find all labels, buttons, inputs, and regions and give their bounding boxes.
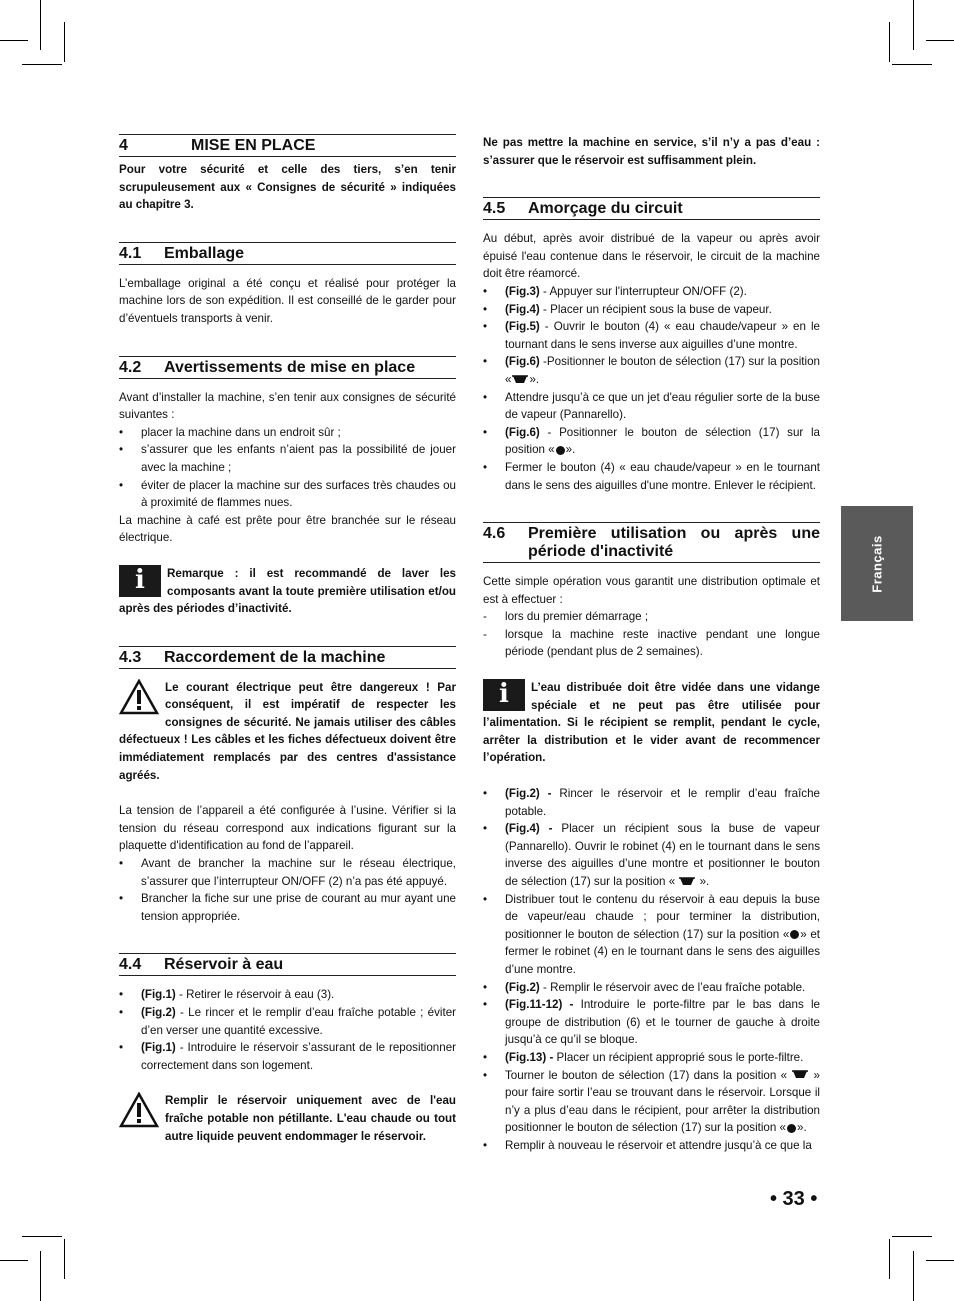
crop-mark bbox=[892, 64, 932, 65]
first-use-intro: Cette simple opération vous garantit une distribution optimale et est à effectuer : bbox=[483, 575, 820, 606]
warning-icon bbox=[119, 1092, 159, 1128]
list-item: • s’assurer que les enfants n’aient pas la possibilité de jouer avec la machine ; bbox=[119, 443, 456, 474]
crop-mark bbox=[22, 1236, 62, 1237]
section-number: 4.3 bbox=[119, 648, 142, 666]
section-title: Première utilisation ou après une période d'inactivité bbox=[528, 525, 820, 561]
crop-mark bbox=[913, 1251, 914, 1301]
list-item: • Avant de brancher la machine sur le réseau électrique, s’assurer que l’interrupteur ON/OFF (2) n’a pas été appuyé. bbox=[119, 857, 456, 888]
left-column bbox=[119, 134, 456, 1145]
list-item: • éviter de placer la machine sur des surfaces très chaudes ou à proximité de flammes nues. bbox=[119, 478, 456, 510]
section-title: Réservoir à eau bbox=[164, 956, 284, 974]
list-item: • Fermer le bouton (4) « eau chaude/vapeur » en le tournant dans le sens des aiguilles d'une montre. Enlever le récipient. bbox=[483, 460, 820, 492]
section-heading-4-6 bbox=[483, 522, 820, 563]
right-column bbox=[483, 134, 820, 1155]
crop-mark bbox=[926, 40, 954, 41]
section-number: 4.6 bbox=[483, 525, 506, 543]
crop-mark bbox=[40, 1251, 41, 1301]
list-item: • (Fig.3) - Appuyer sur l'interrupteur ON/OFF (2). bbox=[483, 284, 747, 298]
section-title: Avertissements de mise en place bbox=[164, 358, 416, 376]
list-item: • (Fig.6) - Positionner le bouton de sélection (17) sur la position « ». bbox=[483, 425, 820, 457]
list-item: • (Fig.6) -Positionner le bouton de sélection (17) sur la position « ». bbox=[483, 355, 820, 386]
info-note: i L’eau distribuée doit être vidée dans une vidange spéciale et ne peut pas être utilisée pour l’alimentation. Si le récipient se remplit, pendant le cycle, arrêter la distribution et le vider avant de recommencer l’opération. bbox=[483, 679, 820, 765]
section-number: 4.2 bbox=[119, 358, 142, 376]
voltage-text: La tension de l’appareil a été configurée à l’usine. Vérifier si la tension du réseau correspond aux indications figurant sur la plaquette d'identification au fond de l’appareil. bbox=[119, 804, 456, 853]
list-item: • (Fig.2) - Le rincer et le remplir d’eau fraîche potable ; éviter d’en verser une quantité excessive. bbox=[119, 1006, 456, 1037]
connection-list bbox=[119, 855, 456, 925]
dot-position-icon bbox=[787, 1124, 796, 1133]
list-item: • (Fig.2) - Rincer le réservoir et le remplir d’eau fraîche potable. bbox=[483, 787, 821, 818]
crop-mark bbox=[64, 1239, 65, 1279]
page-number: • 33 • bbox=[770, 1188, 818, 1210]
info-note: i Remarque : il est recommandé de laver les composants avant la toute première utilisation et/ou après des périodes d’inactivité. bbox=[119, 565, 456, 616]
install-outro: La machine à café est prête pour être branchée sur le réseau électrique. bbox=[119, 513, 456, 545]
first-use-list bbox=[483, 785, 820, 1154]
crop-mark bbox=[889, 1239, 890, 1279]
list-item: • Attendre jusqu’à ce que un jet d'eau régulier sorte de la buse de vapeur (Pannarello). bbox=[483, 390, 820, 422]
crop-mark bbox=[40, 0, 41, 50]
section-number: 4.4 bbox=[119, 956, 142, 974]
info-icon: i bbox=[119, 565, 161, 597]
crop-mark bbox=[64, 22, 65, 62]
safety-intro: Pour votre sécurité et celle des tiers, s’en tenir scrupuleusement aux « Consignes de sécurité » indiquées au chapitre 3. bbox=[119, 163, 456, 212]
section-number: 4.5 bbox=[483, 200, 506, 218]
list-item: • Tourner le bouton de sélection (17) dans la position « » pour faire sortir l’eau se trouvant dans le réservoir. Lorsque il n’y a plus d’eau dans le récipient, pour arrêter la distribution positionner le bouton de sélection (17) sur la position « ». bbox=[483, 1068, 820, 1135]
crop-mark bbox=[892, 1236, 932, 1237]
section-number: 4.1 bbox=[119, 244, 142, 262]
steam-cup-icon bbox=[791, 1070, 809, 1080]
warning-note: Remplir le réservoir uniquement avec de l'eau fraîche potable non pétillante. L'eau chaude ou tout autre liquide peuvent endommager le réservoir. bbox=[119, 1092, 456, 1145]
list-item: • placer la machine dans un endroit sûr ; bbox=[119, 425, 341, 439]
section-heading-4-2 bbox=[119, 356, 456, 379]
crop-mark bbox=[22, 64, 62, 65]
crop-mark bbox=[0, 1260, 28, 1261]
section-heading-4-3 bbox=[119, 646, 456, 669]
list-item: • (Fig.5) - Ouvrir le bouton (4) « eau chaude/vapeur » en le tournant dans le sens inverse aux aiguilles d’une montre. bbox=[483, 320, 820, 351]
crop-mark bbox=[889, 22, 890, 62]
section-title: Amorçage du circuit bbox=[528, 200, 683, 218]
list-item: • Brancher la fiche sur une prise de courant au mur ayant une tension appropriée. bbox=[119, 892, 456, 923]
section-title: Emballage bbox=[164, 244, 245, 262]
list-item: • (Fig.13) - Placer un récipient approprié sous le porte-filtre. bbox=[483, 1050, 804, 1064]
warning-note: Le courant électrique peut être dangereux ! Par conséquent, il est impératif de respecter les consignes de sécurité. Ne jamais utiliser des câbles défectueux ! Les câbles et les fiches défectueux doivent être immédiatement remplacés par des centres d'assistance agréés. bbox=[119, 680, 456, 782]
steam-cup-icon bbox=[678, 877, 696, 887]
section-heading-4-4 bbox=[119, 953, 456, 976]
crop-mark bbox=[913, 0, 914, 50]
water-warning: Ne pas mettre la machine en service, s’il n’y a pas d’eau : s’assurer que le réservoir est suffisamment plein. bbox=[483, 136, 820, 167]
dot-position-icon bbox=[790, 930, 799, 939]
list-item: • (Fig.4) - Placer un récipient sous la buse de vapeur (Pannarello). Ouvrir le robinet (4) en le tournant dans le sens inverse des aiguilles d’une montre et positionner le bouton de sélection (17) sur la position « ». bbox=[483, 822, 820, 888]
list-item: • (Fig.4) - Placer un récipient sous la buse de vapeur. bbox=[483, 302, 772, 316]
list-item: - lors du premier démarrage ; bbox=[483, 610, 649, 624]
info-icon: i bbox=[483, 679, 525, 711]
section-title: MISE EN PLACE bbox=[191, 137, 316, 154]
priming-intro: Au début, après avoir distribué de la vapeur ou après avoir épuisé l'eau contenue dans le réservoir, le circuit de la machine doit être réamorcé. bbox=[483, 232, 820, 281]
first-use-dash-list bbox=[483, 608, 820, 661]
steam-cup-icon bbox=[511, 375, 529, 385]
section-heading-4-1 bbox=[119, 242, 456, 265]
dot-position-icon bbox=[556, 446, 565, 455]
warning-icon bbox=[119, 679, 159, 715]
section-heading-4 bbox=[119, 134, 456, 157]
install-list bbox=[119, 424, 456, 512]
list-item: • (Fig.1) - Introduire le réservoir s’assurant de le repositionner correctement dans son logement. bbox=[119, 1041, 456, 1072]
crop-mark bbox=[926, 1260, 954, 1261]
packaging-text: L’emballage original a été conçu et réalisé pour protéger la machine lors de son expédition. Il est conseillé de le garder pour d’éventuels transports à venir. bbox=[119, 276, 456, 325]
language-tab-label: Français bbox=[869, 534, 885, 593]
crop-mark bbox=[0, 40, 28, 41]
language-tab bbox=[841, 506, 913, 621]
reservoir-list bbox=[119, 986, 456, 1074]
list-item: • (Fig.1) - Retirer le réservoir à eau (3). bbox=[119, 988, 335, 1002]
list-item: • (Fig.2) - Remplir le réservoir avec de l’eau fraîche potable. bbox=[483, 980, 806, 994]
list-item: • Distribuer tout le contenu du réservoir à eau depuis la buse de vapeur/eau chaude ; pour terminer la distribution, positionner le bouton de sélection (17) sur la position « » et fermer le robinet (4) en le tournant dans le sens des aiguilles d’une montre. bbox=[483, 892, 820, 976]
section-title: Raccordement de la machine bbox=[164, 648, 386, 666]
install-intro: Avant d’installer la machine, s’en tenir aux consignes de sécurité suivantes : bbox=[119, 390, 456, 422]
list-item: • (Fig.11-12) - Introduire le porte-filtre par le bas dans le groupe de distribution (6) et le tourner de gauche à droite jusqu’à ce qu’il se bloque. bbox=[483, 998, 820, 1047]
priming-list bbox=[483, 283, 820, 494]
section-heading-4-5 bbox=[483, 197, 820, 220]
section-number: 4 bbox=[119, 137, 128, 154]
list-item: • Remplir à nouveau le réservoir et attendre jusqu’à ce que la bbox=[483, 1138, 812, 1152]
list-item: - lorsque la machine reste inactive pendant une longue période (pendant plus de 2 semaines). bbox=[483, 627, 820, 659]
